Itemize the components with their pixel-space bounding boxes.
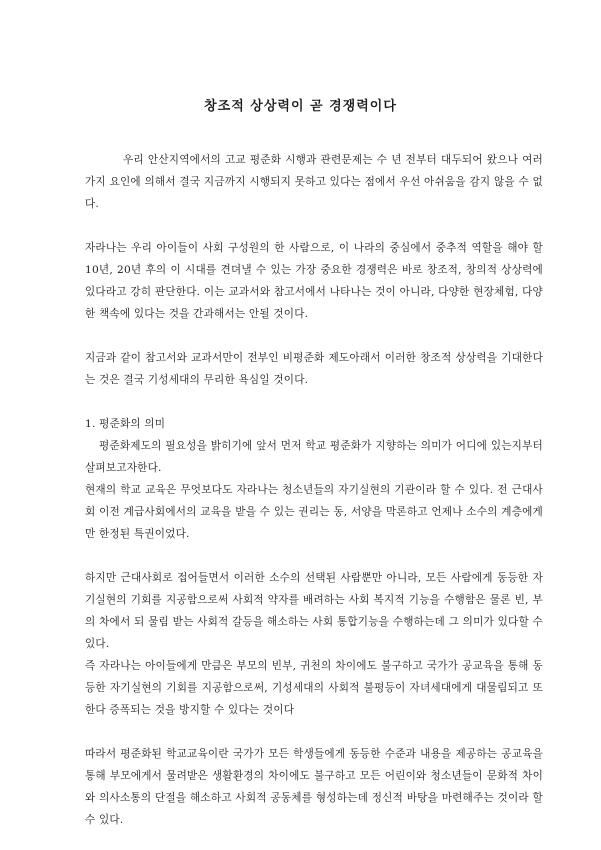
paragraph-current-education: 현재의 학교 교육은 무엇보다도 자라나는 청소년들의 자기실현의 기관이라 할 수 있다. 전 근대사회 이전 계급사회에서의 교육을 받을 수 있는 권리는 동, 서양을 막론하고 언제나 소수의 계층에게만 한정된 특권이었다. [85,484,543,540]
paragraph-gap [85,391,543,413]
paragraph-gap [85,545,543,567]
document-title: 창조적 상상력이 곧 경쟁력이다 [204,99,397,114]
paragraph-modern-society: 하지만 근대사회로 접어들면서 이러한 소수의 선택된 사람뿐만 아니라, 모든 사람에게 동등한 자기실현의 기회를 지공함으로써 사회적 약자를 배려하는 사회 복지적 기능을 수행함은 물론 빈, 부의 차에서 되 물림 받는 사회적 갈등을 해소하는 사회 통합기능을 수행하는데 그 의미가 있다할 수 있다. [85,572,543,650]
paragraph-gap [85,721,543,743]
paragraph-conclusion: 따라서 평준화된 학교교육이란 국가가 모든 학생들에게 동등한 수준과 내용을 제공하는 공교육을 통해 부모에게서 물려받은 생활환경의 차이에도 불구하고 모든 어린이와 청소년들이 문화적 차이와 의사소통의 단절을 해소하고 사회적 공동체를 형성하는데 정신적 바탕을 마련해주는 것이라 할 수 있다. [85,748,543,826]
paragraph-equal-opportunity: 즉 자라나는 아이들에게 만큼은 부모의 빈부, 귀천의 차이에도 불구하고 국가가 공교육을 통해 동등한 자기실현의 기회를 지공함으로써, 기성세대의 사회적 불평등이 자녀세대에게 대물림되고 또 한다 증폭되는 것을 방지할 수 있다는 것이다 [85,660,543,716]
document-body [85,149,543,831]
paragraph-intro: 우리 안산지역에서의 고교 평준화 시행과 관련문제는 수 년 전부터 대두되어 왔으나 여러 가지 요인에 의해서 결국 지금까지 시행되지 못하고 있다는 점에서 우선 아쉬움을 감지 않을 수 없다. [85,154,543,210]
paragraph-necessity: 평준화제도의 필요성을 밝히기에 앞서 먼저 학교 평준화가 지향하는 의미가 어디에 있는지부터 살펴보고자한다. [85,440,543,474]
paragraph-gap [85,215,543,237]
paragraph-gap [85,325,543,347]
paragraph-expectation: 지금과 같이 참고서와 교과서만이 전부인 비평준화 제도아래서 이러한 창조적 상상력을 기대한다는 것은 결국 기성세대의 무리한 욕심일 것이다. [85,352,543,386]
section-heading: 1. 평준화의 의미 [85,418,166,430]
paragraph-competitiveness: 자라나는 우리 아이들이 사회 구성원의 한 사람으로, 이 나라의 중심에서 중추적 역할을 해야 할 10년, 20년 후의 이 시대를 견뎌낼 수 있는 가장 중요한 경쟁력은 바로 창조적, 창의적 상상력에 있다라고 강히 판단한다. 이는 교과서와 참고서에서 나타나는 것이 아니라, 다양한 현장체험, 다양한 책속에 있다는 것을 간과해서는 안될 것이다. [85,242,543,320]
